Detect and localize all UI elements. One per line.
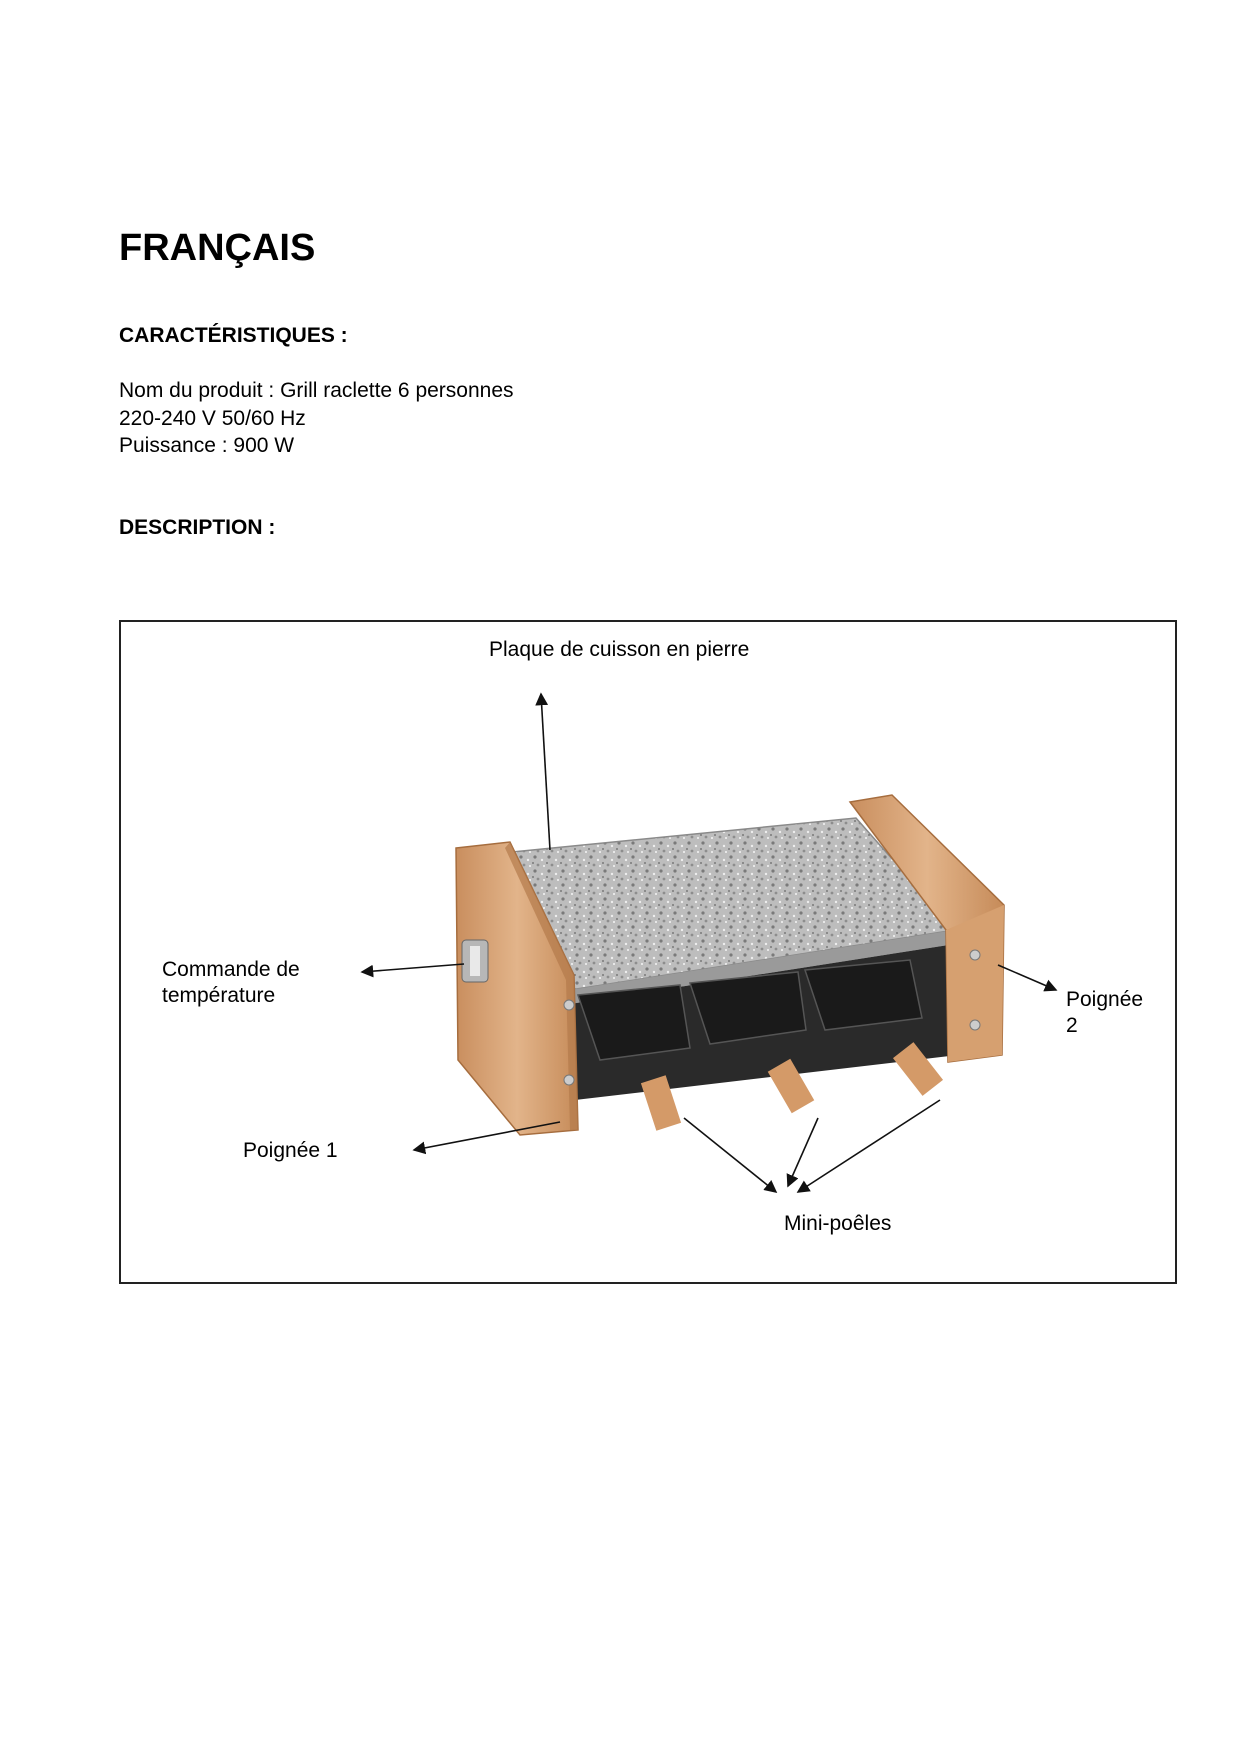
spec-power: Puissance : 900 W — [119, 434, 295, 457]
specifications-heading: CARACTÉRISTIQUES : — [119, 324, 348, 347]
arrow-stone-plate — [541, 694, 550, 850]
spec-product-name: Nom du produit : Grill raclette 6 personnes — [119, 379, 514, 402]
label-temperature-line1: Commande de — [162, 958, 300, 981]
arrow-temperature — [362, 964, 464, 972]
label-handle-2 — [1066, 987, 1143, 1040]
label-temperature-line2: température — [162, 984, 276, 1008]
arrow-mini-pan-1 — [684, 1118, 776, 1192]
label-handle-1: Poignée 1 — [243, 1139, 338, 1162]
label-handle-2-line2: 2 — [1066, 1014, 1078, 1038]
temperature-knob — [462, 940, 488, 982]
label-temperature-control — [162, 957, 300, 1010]
language-title: FRANÇAIS — [119, 227, 316, 269]
label-stone-plate: Plaque de cuisson en pierre — [489, 638, 750, 661]
spec-voltage: 220-240 V 50/60 Hz — [119, 407, 306, 430]
label-mini-pans: Mini-poêles — [784, 1212, 892, 1235]
arrow-handle-2 — [998, 965, 1056, 990]
description-heading: DESCRIPTION : — [119, 516, 276, 539]
arrow-handle-1 — [414, 1122, 560, 1150]
label-handle-2-line1: Poignée — [1066, 988, 1144, 1011]
arrow-mini-pan-2 — [788, 1118, 818, 1186]
arrow-mini-pan-3 — [798, 1100, 940, 1192]
